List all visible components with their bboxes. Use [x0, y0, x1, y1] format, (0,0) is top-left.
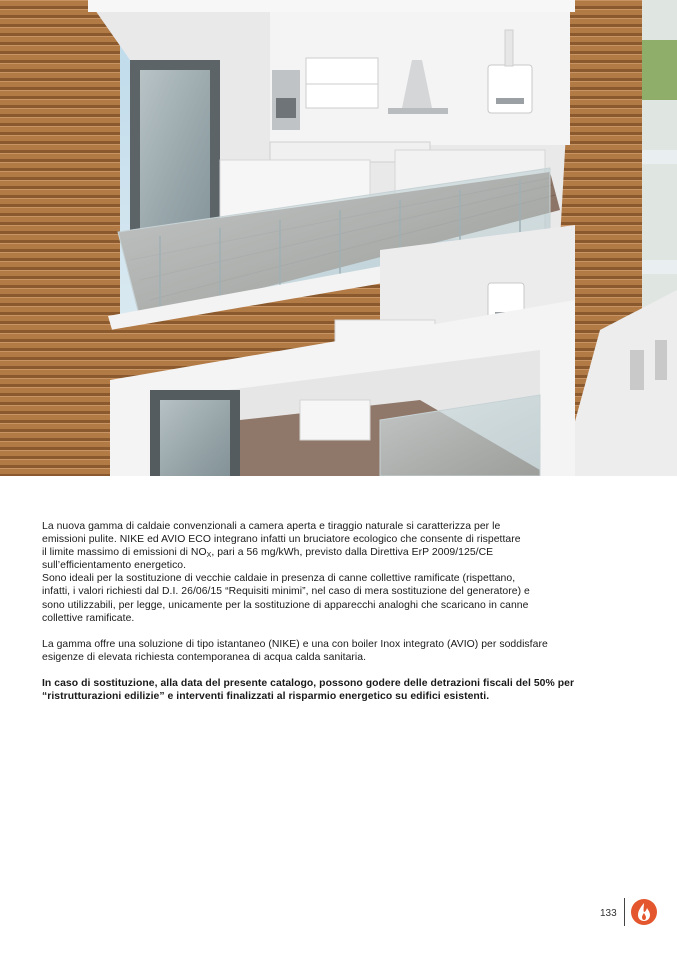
wood-facade-left [0, 0, 120, 476]
footer-divider [624, 898, 625, 926]
paragraph-line: esigenze di elevata richiesta contemporanea di acqua calda sanitaria. [42, 651, 367, 663]
boiler-upper [488, 65, 532, 113]
building-illustration [0, 0, 677, 476]
paragraph-line: La gamma offre una soluzione di tipo istantaneo (NIKE) e una con boiler Inox integrato (AVIO) per soddisfare [42, 638, 548, 650]
text-span: , pari a 56 mg/kWh, previsto dalla Direttiva ErP 2009/125/CE [211, 547, 494, 559]
paragraph-line: Sono ideali per la sostituzione di vecchie caldaie in presenza di canne collettive ramificate (rispettano, [42, 573, 516, 585]
page-number: 133 [600, 908, 617, 919]
hero-image [0, 0, 677, 476]
paragraph-line: sull’efficientamento energetico. [42, 560, 187, 572]
paragraph-line: sono utilizzabili, per legge, unicamente per la sostituzione di apparecchi analoghi che scaricano in canne [42, 599, 529, 611]
paragraph-line: collettive ramificate. [42, 612, 135, 624]
paragraph-line: infatti, i valori richiesti dal D.I. 26/06/15 “Requisiti minimi”, nel caso di mera sostituzione del generatore) e [42, 586, 530, 598]
highlight-line: In caso di sostituzione, alla data del presente catalogo, possono godere delle detrazioni fiscali del 50% per [42, 677, 575, 689]
body-text [42, 520, 622, 703]
flame-logo-icon [630, 898, 658, 926]
paragraph-line: La nuova gamma di caldaie convenzionali a camera aperta e tiraggio naturale si caratterizza per le [42, 521, 501, 532]
paragraph-line: emissioni pulite. NIKE ed AVIO ECO integrano infatti un bruciatore ecologico che consente di rispettare [42, 534, 521, 546]
subscript-x: X [206, 552, 212, 560]
paragraph-line [42, 546, 622, 559]
highlight-line: “ristrutturazioni edilizie” e interventi finalizzati al risparmio energetico su edifici esistenti. [42, 691, 490, 703]
text-span: il limite massimo di emissioni di NO [42, 547, 207, 559]
